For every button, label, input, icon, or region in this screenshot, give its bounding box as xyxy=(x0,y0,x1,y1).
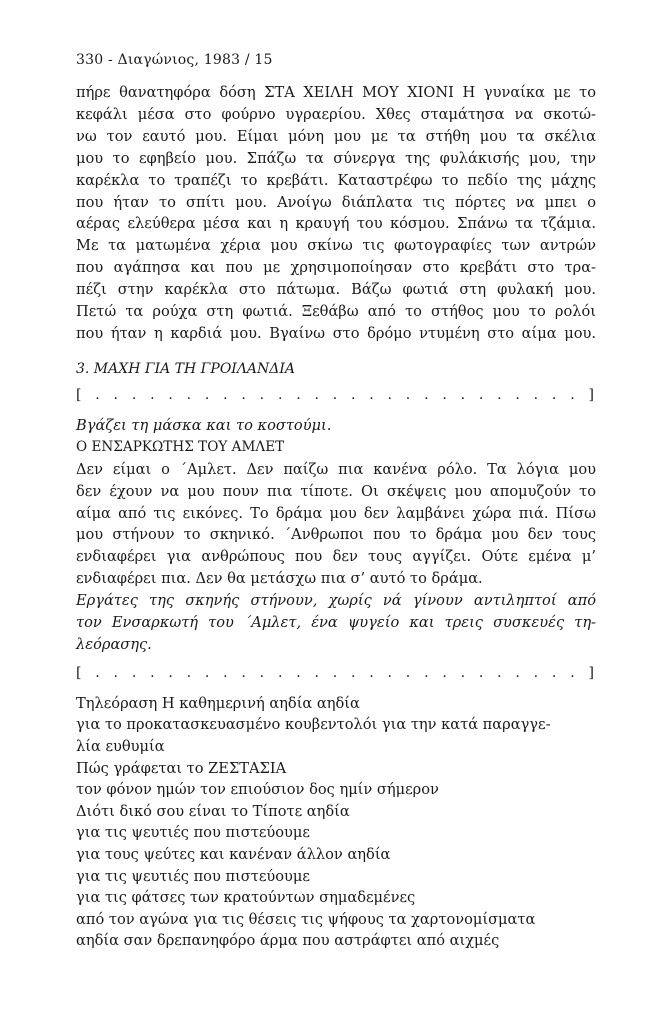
bracket-open: [ xyxy=(76,664,82,681)
ellipsis-dot: . xyxy=(296,664,301,681)
poem-line: για τις φάτσες των κρατούντων σημαδεμένες xyxy=(76,889,416,907)
ellipsis-dot: . xyxy=(113,386,118,403)
ellipsis-dot: . xyxy=(186,386,192,403)
poem-line: από τον αγώνα για τις θέσεις τις ψήφους τα χαρτονομίσματα xyxy=(76,910,536,928)
ellipsis-dot: . xyxy=(259,664,265,681)
bracket-close: ] xyxy=(588,664,594,681)
text-line: ενδιαφέρει πια. Δεν θα μετάσχω πια σ’ αυτό το δράμα. xyxy=(76,570,483,588)
poem-line: για το προκατασκευασμένο κουβεντολόι για την κατά παραγγε- xyxy=(76,716,551,734)
text-line: καρέκλα το τραπέζι το κρεβάτι. Καταστρέφω το πεδίο της μάχης xyxy=(76,171,596,189)
ellipsis-dot: . xyxy=(95,386,100,403)
ellipsis-dot: . xyxy=(95,664,100,681)
text-line: δεν έχουν να μου πουν πια τίποτε. Οι σκέψεις μου απομυζούν το xyxy=(76,482,596,500)
text-line: Με τα ματωμένα χέρια μου σκίνω τις φωτογραφίες των αντρών xyxy=(76,237,596,255)
ellipsis-dot: . xyxy=(478,664,484,681)
poem-line: Τηλεόραση Η καθημερινή αηδία αηδία xyxy=(76,694,360,712)
ellipsis-dot: . xyxy=(570,386,575,403)
ellipsis-dot: . xyxy=(497,386,502,403)
ellipsis-dot: . xyxy=(168,386,173,403)
poem-line: για τις ψευτιές που πιστεύουμε xyxy=(76,824,310,842)
ellipsis-dot: . xyxy=(332,664,338,681)
ellipsis-dot: . xyxy=(296,386,301,403)
speaker-name: Ο ΕΝΣΑΡΚΩΤΗΣ ΤΟΥ ΑΜΛΕΤ xyxy=(76,438,285,455)
text-line: που ήταν το σπίτι μου. Ανοίγω διάπλατα τις πόρτες να μπει ο xyxy=(76,193,596,211)
ellipsis-dot: . xyxy=(533,386,539,403)
text-line: νω τον εαυτό μου. Είμαι μόνη μου με τα στήθη μου τα σκέλια xyxy=(76,127,596,145)
text-line: που αγάπησα και που με χρησιμοποίησαν στο κρεβάτι στο τρα- xyxy=(76,259,596,277)
bracket-close: ] xyxy=(588,386,594,403)
text-line: αέρας ελεύθερα μέσα και η κραυγή του κόσμου. Σπάνω τα τζάμια. xyxy=(76,215,596,233)
ellipsis-dot: . xyxy=(332,386,338,403)
ellipsis-dot: . xyxy=(478,386,484,403)
ellipsis-dot: . xyxy=(424,386,429,403)
ellipsis-dot: . xyxy=(442,664,447,681)
ellipsis-dot: . xyxy=(351,386,356,403)
ellipsis-dot: . xyxy=(150,664,155,681)
stage-direction-line: τον Ενσαρκωτή του ΄Αμλετ, ένα ψυγείο και τρεις συσκευές τη- xyxy=(76,614,596,632)
ellipsis-dot: . xyxy=(387,386,392,403)
ellipsis-dot: . xyxy=(405,386,411,403)
ellipsis-dot: . xyxy=(223,664,228,681)
ellipsis-dot: . xyxy=(241,664,246,681)
text-line: Πετώ τα ρούχα στη φωτιά. Ξεθάβω από το στήθος μου το ρολόι xyxy=(76,303,596,321)
ellipsis-dot: . xyxy=(369,386,374,403)
poem-line: για τις ψευτιές που πιστεύουμε xyxy=(76,867,310,885)
ellipsis-dot: . xyxy=(277,386,283,403)
text-line: κεφάλι μέσα στο φούρνο υγραερίου. Χθες σταμάτησα να σκοτώ- xyxy=(76,105,596,123)
text-line: πέζι στην καρέκλα στο πάτωμα. Βάζω φωτιά στη φυλακή μου. xyxy=(76,281,596,299)
ellipsis-bracket xyxy=(76,662,594,684)
ellipsis-dot: . xyxy=(387,664,392,681)
running-header: 330 - Διαγώνιος, 1983 / 15 xyxy=(76,52,273,68)
ellipsis-dot: . xyxy=(551,386,557,403)
text-line: ενδιαφέρει για ανθρώπους που δεν τους αγγίζει. Ούτε εμένα μ’ xyxy=(76,548,596,566)
poem xyxy=(76,693,596,952)
text-line: πήρε θανατηφόρα δόση ΣΤΑ ΧΕΙΛΗ ΜΟΥ ΧΙΟΝΙ Η γυναίκα με το xyxy=(76,84,596,101)
ellipsis-dot: . xyxy=(204,386,210,403)
ellipsis-dot: . xyxy=(369,664,374,681)
bracket-open: [ xyxy=(76,386,82,403)
ellipsis-dot: . xyxy=(113,664,118,681)
ellipsis-dot: . xyxy=(351,664,356,681)
ellipsis-dot: . xyxy=(442,386,447,403)
ellipsis-dot: . xyxy=(204,664,210,681)
ellipsis-dot: . xyxy=(515,664,520,681)
text-line: αίμα από τις εικόνες. Το δράμα μου δεν λαμβάνει χώρα πιά. Πίσω xyxy=(76,504,596,522)
stage-direction-line: λεόρασης. xyxy=(76,635,152,653)
ellipsis-dot: . xyxy=(424,664,429,681)
ellipsis-dot: . xyxy=(259,386,265,403)
poem-line: τον φόνον ημών τον επιούσιον δος ημίν σήμερον xyxy=(76,781,439,799)
ellipsis-dot: . xyxy=(131,664,137,681)
poem-line: για τους ψεύτες και κανέναν άλλον αηδία xyxy=(76,846,391,863)
section-heading: 3. ΜΑΧΗ ΓΙΑ ΤΗ ΓΡΟΙΛΑΝΔΙΑ xyxy=(76,360,296,377)
ellipsis-dot: . xyxy=(570,664,575,681)
ellipsis-dot: . xyxy=(405,664,411,681)
text-line: Δεν είμαι ο ΄Αμλετ. Δεν παίζω πια κανένα ρόλο. Τα λόγια μου xyxy=(76,460,596,478)
page xyxy=(76,48,596,952)
ellipsis-dot: . xyxy=(168,664,173,681)
ellipsis-dot: . xyxy=(131,386,137,403)
poem-line: Πώς γράφεται το ΖΕΣΤΑΣΙΑ xyxy=(76,759,287,777)
ellipsis-dot: . xyxy=(150,386,155,403)
ellipsis-dot: . xyxy=(277,664,283,681)
text-line: μου το εφηβείο μου. Σπάζω τα σύνεργα της φυλάκισής μου, την xyxy=(76,149,596,167)
ellipsis-dot: . xyxy=(241,386,246,403)
ellipsis-dot: . xyxy=(223,386,228,403)
ellipsis-bracket xyxy=(76,384,594,406)
text-line: μου στήνουν το σκηνικό. ΄Ανθρωποι που το δράμα μου δεν τους xyxy=(76,526,596,544)
stage-direction-line: Εργάτες της σκηνής στήνουν, χωρίς νά γίνουν αντιληπτοί από xyxy=(76,592,596,610)
ellipsis-dot: . xyxy=(533,664,539,681)
paragraph-1 xyxy=(76,82,596,345)
ellipsis-dot: . xyxy=(497,664,502,681)
ellipsis-dot: . xyxy=(186,664,192,681)
text-line: που ήταν η καρδιά μου. Βγαίνω στο δρόμο ντυμένη στο αίμα μου. xyxy=(76,324,596,342)
ellipsis-dot: . xyxy=(551,664,557,681)
poem-line: λία ευθυμία xyxy=(76,738,165,756)
ellipsis-dot: . xyxy=(515,386,520,403)
scene-block xyxy=(76,415,596,656)
ellipsis-dot: . xyxy=(460,386,466,403)
poem-line: αηδία σαν δρεπανηφόρο άρμα που αστράφτει από αιχμές xyxy=(76,932,500,950)
ellipsis-dot: . xyxy=(314,386,319,403)
ellipsis-dot: . xyxy=(314,664,319,681)
ellipsis-dot: . xyxy=(460,664,466,681)
stage-direction: Βγάζει τη μάσκα και το κοστούμι. xyxy=(76,416,332,434)
poem-line: Διότι δικό σου είναι το Τίποτε αηδία xyxy=(76,802,350,820)
